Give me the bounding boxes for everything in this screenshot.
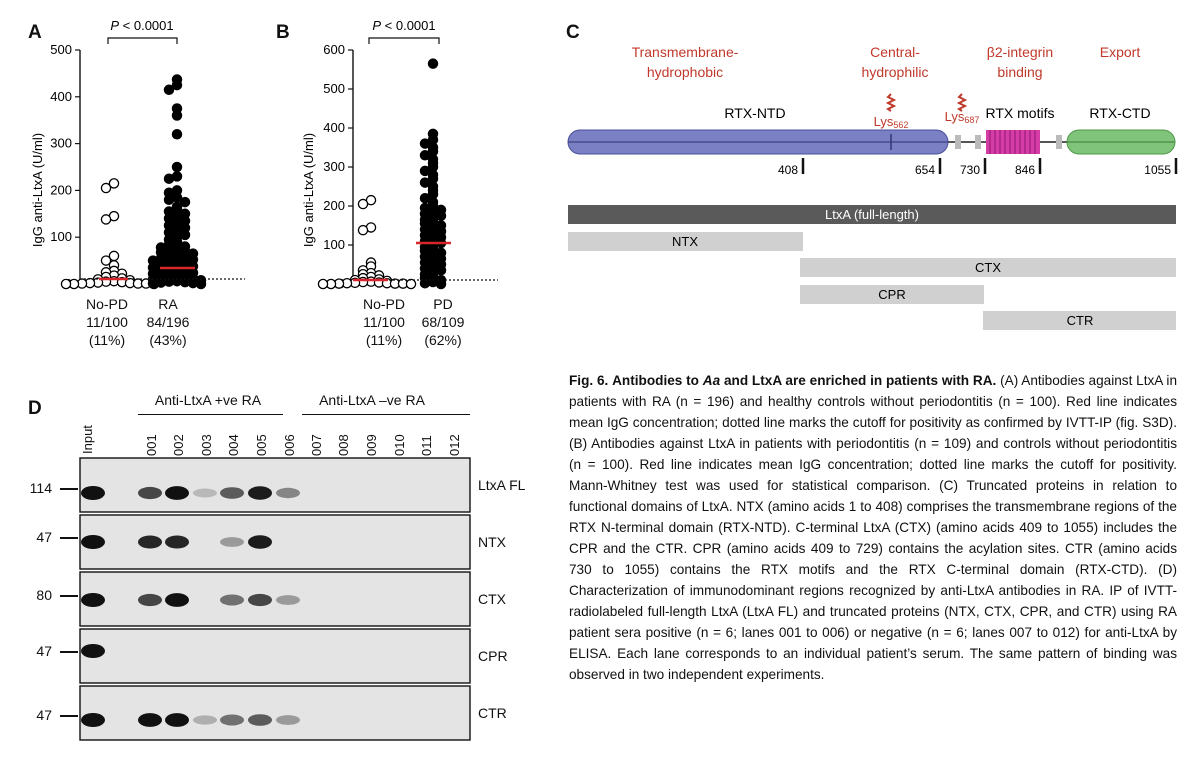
panel-label-d: D	[28, 398, 42, 419]
group-name: PD	[433, 296, 453, 312]
blot-band	[165, 486, 189, 500]
lane-label: 007	[309, 434, 324, 456]
data-point-filled	[164, 195, 173, 204]
region-integrin: β2-integrin binding	[986, 44, 1054, 80]
significance-bracket	[369, 38, 439, 44]
lane-label: 009	[364, 434, 379, 456]
group-label-pd	[415, 295, 471, 349]
blot-band	[220, 537, 244, 547]
group-label-nopd-b	[356, 295, 412, 349]
y-tick-label: 400	[50, 88, 72, 104]
lane-label: 010	[392, 434, 407, 456]
data-point-filled	[172, 111, 181, 120]
y-tick-label: 100	[323, 237, 345, 252]
linker-block	[955, 135, 961, 149]
lys562-label: Lys562	[873, 114, 909, 130]
blot-band	[138, 713, 162, 727]
mw-marker-label: 47	[36, 707, 52, 723]
panel-a-chart	[20, 18, 250, 360]
group-pct: (11%)	[365, 332, 403, 348]
p-value: P < 0.0001	[372, 18, 436, 33]
data-point-filled	[436, 279, 445, 288]
lys687-label: Lys687	[944, 109, 980, 125]
lane-label: 012	[447, 434, 462, 456]
blot-band	[165, 535, 189, 548]
panel-label-a: A	[28, 22, 42, 43]
linker-block	[1056, 135, 1062, 149]
label-rtx-motifs: RTX motifs	[985, 105, 1055, 121]
lane-label: 006	[282, 434, 297, 456]
data-point-filled	[172, 130, 181, 139]
blot-band	[248, 535, 272, 548]
blot-band	[276, 488, 300, 498]
group-pct: (43%)	[149, 332, 187, 348]
group-label-nopd-a	[82, 295, 132, 349]
blot-label: CTR	[478, 705, 507, 721]
blot-panel	[80, 458, 470, 512]
group-pct: (11%)	[88, 332, 126, 348]
y-tick-label: 200	[323, 198, 345, 213]
blot-band	[220, 487, 244, 499]
caption-body: (A) Antibodies against LtxA in patients with RA (n = 196) and healthy controls without periodontitis (n = 100). Red line indicates mean IgG concentration; dotted line marks the cutoff for positivity as confirmed by IVTT-IP (fig. S3D). (B) Antibodies against LtxA in patients with periodontitis (n = 109) and controls without periodontitis (n = 100). Red line indicates mean IgG concentration; dotted line marks the cutoff for positivity. Mann-Whitney test was used for statistical comparison. (C) Truncated proteins in relation to functional domains of LtxA. NTX (amino acids 1 to 408) comprises the transmembrane regions of the RTX N-terminal domain (RTX-NTD). C-terminal LtxA (CTX) (amino acids 409 to 1055) includes the CPR and the CTR. CPR (amino acids 409 to 729) contains the acylation sites. CTR (amino acids 730 to 1055) contains the RTX motifs and the RTX C-terminal domain (RTX-CTD). (D) Characterization of immunodominant regions recognized by anti-LtxA antibodies in RA. IP of IVTT-radiolabeled full-length LtxA (LtxA FL) and truncated proteins (NTX, CTX, CPR, and CTR) using RA patient sera positive (n = 6; lanes 001 to 006) or negative (n = 6; lanes 007 to 012) for anti-LtxA by ELISA. Each lane corresponds to an individual patient’s serum. The same pattern of binding was observed in two independent experiments.	[569, 373, 1178, 682]
mw-marker-label: 47	[36, 643, 52, 659]
blot-band	[248, 594, 272, 606]
position-label: 408	[777, 163, 798, 177]
position-label: 1055	[1144, 163, 1171, 177]
blot-band	[276, 595, 300, 605]
data-point-open	[101, 183, 110, 192]
mw-marker-label: 80	[36, 587, 52, 603]
data-point-filled	[172, 162, 181, 171]
y-tick-label: 300	[323, 159, 345, 174]
lane-label: 005	[254, 434, 269, 456]
y-tick-label: 200	[50, 182, 72, 198]
blot-band	[220, 595, 244, 606]
caption-fig-number: Fig. 6.	[569, 373, 609, 388]
blot-label: CPR	[478, 648, 508, 664]
data-point-open	[101, 215, 110, 224]
blot-band	[248, 486, 272, 499]
group-rule-positive	[138, 414, 283, 415]
label-ntx: NTX	[672, 234, 698, 249]
label-cpr: CPR	[878, 287, 906, 302]
data-point-open	[358, 199, 367, 208]
blot-band	[138, 594, 162, 606]
group-count: 84/196	[146, 314, 190, 330]
blot-band	[81, 486, 105, 500]
group-label-ra	[143, 295, 193, 349]
blot-band	[81, 713, 105, 727]
blot-band	[81, 593, 105, 607]
group-pct: (62%)	[424, 332, 462, 348]
blot-band	[276, 715, 300, 725]
p-value: P < 0.0001	[110, 18, 174, 33]
blot-band	[193, 715, 217, 724]
y-tick-label: 500	[50, 42, 72, 57]
blot-label: CTX	[478, 591, 506, 607]
label-rtx-ntd: RTX-NTD	[724, 105, 786, 121]
blot-band	[81, 535, 105, 549]
data-point-filled	[164, 85, 173, 94]
group-label-negative: Anti-LtxA –ve RA	[319, 392, 425, 408]
blot-band	[248, 714, 272, 726]
position-label: 846	[1014, 163, 1035, 177]
lane-label: 008	[336, 434, 351, 456]
position-label: 730	[959, 163, 980, 177]
y-tick-label: 500	[323, 81, 345, 96]
caption-title: Antibodies to Aa and LtxA are enriched in patients with RA.	[612, 373, 997, 388]
group-count: 68/109	[421, 314, 465, 330]
data-point-open	[61, 279, 70, 288]
lane-label: 011	[419, 435, 434, 456]
group-label-positive: Anti-LtxA +ve RA	[154, 392, 262, 408]
group-rule-negative	[302, 414, 470, 415]
y-tick-label: 300	[50, 135, 72, 151]
data-point-filled	[164, 174, 173, 183]
data-point-open	[318, 279, 327, 288]
data-point-open	[406, 279, 415, 288]
y-tick-label: 400	[323, 120, 345, 135]
y-tick-label: 100	[50, 229, 72, 245]
lane-label: 003	[199, 434, 214, 456]
panel-label-b: B	[276, 22, 290, 43]
data-point-filled	[428, 59, 437, 68]
y-tick-label: 600	[323, 42, 345, 57]
domain-diagram	[560, 88, 1190, 348]
position-label: 654	[914, 163, 935, 177]
group-count: 11/100	[363, 314, 405, 330]
western-blots	[0, 455, 560, 765]
region-export: Export	[1099, 44, 1141, 60]
data-point-filled	[196, 279, 205, 288]
blot-label: LtxA FL	[478, 477, 526, 493]
group-name: No-PD	[362, 296, 405, 312]
label-ctr: CTR	[1066, 313, 1094, 328]
blot-band	[165, 713, 189, 727]
data-point-open	[358, 226, 367, 235]
blot-panel	[80, 686, 470, 740]
y-axis-label: IgG anti-LtxA (U/ml)	[30, 132, 45, 248]
lane-label: 002	[171, 434, 186, 456]
significance-bracket	[108, 38, 177, 44]
rtx-motifs	[986, 130, 1040, 154]
region-central: Central- hydrophilic	[861, 44, 929, 80]
group-name: No-PD	[85, 296, 128, 312]
group-name: RA	[158, 296, 178, 312]
region-transmembrane: Transmembrane- hydrophobic	[631, 44, 739, 80]
figure-caption	[569, 370, 1177, 685]
blot-band	[193, 489, 217, 498]
label-full-length: LtxA (full-length)	[825, 207, 919, 222]
label-ctx: CTX	[975, 260, 1001, 275]
lys562-squiggle-icon	[888, 94, 894, 111]
blot-band	[138, 535, 162, 548]
blot-band	[81, 644, 105, 658]
lane-label: 004	[226, 434, 241, 456]
lane-label: 001	[144, 434, 159, 456]
data-point-filled	[148, 279, 157, 288]
linker-block	[975, 135, 981, 149]
mw-marker-label: 47	[36, 529, 52, 545]
panel-label-c: C	[566, 22, 580, 43]
lane-label-input: Input	[80, 425, 95, 454]
y-axis-label: IgG anti-LtxA (U/ml)	[301, 132, 316, 248]
blot-band	[165, 593, 189, 607]
group-count: 11/100	[86, 314, 128, 330]
blot-band	[220, 715, 244, 726]
blot-band	[138, 487, 162, 499]
label-rtx-ctd: RTX-CTD	[1089, 105, 1151, 121]
blot-label: NTX	[478, 534, 506, 550]
blot-panel	[80, 629, 470, 683]
mw-marker-label: 114	[29, 480, 52, 496]
